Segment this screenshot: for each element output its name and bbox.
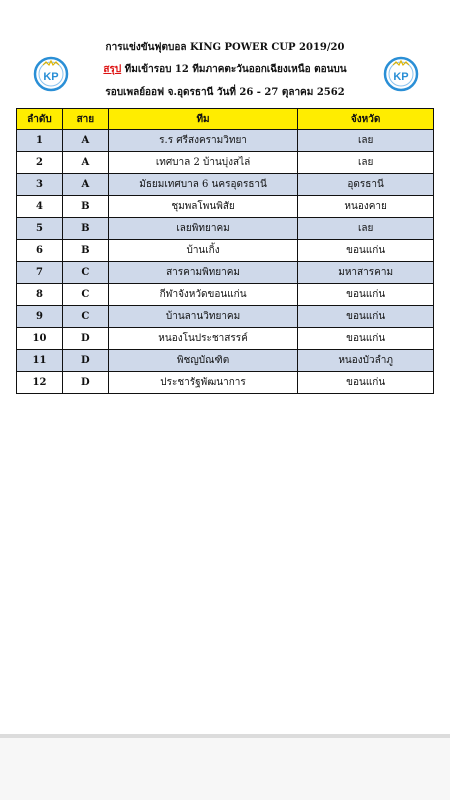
cell-group: D xyxy=(62,372,108,394)
cell-rank: 3 xyxy=(17,174,63,196)
cell-team: เลยพิทยาคม xyxy=(108,218,297,240)
cell-rank: 12 xyxy=(17,372,63,394)
cell-rank: 11 xyxy=(17,350,63,372)
column-header-rank: ลำดับ xyxy=(17,109,63,130)
cell-province: ขอนแก่น xyxy=(298,306,434,328)
table-row xyxy=(17,350,434,372)
cell-rank: 5 xyxy=(17,218,63,240)
cell-team: ชุมพลโพนพิสัย xyxy=(108,196,297,218)
cell-rank: 2 xyxy=(17,152,63,174)
cell-rank: 9 xyxy=(17,306,63,328)
summary-label: สรุป xyxy=(103,64,122,75)
cell-rank: 1 xyxy=(17,130,63,152)
table-row xyxy=(17,372,434,394)
cell-province: หนองคาย xyxy=(298,196,434,218)
cell-province: ขอนแก่น xyxy=(298,240,434,262)
cell-team: สารคามพิทยาคม xyxy=(108,262,297,284)
qualified-teams-table xyxy=(16,108,434,394)
column-header-team: ทีม xyxy=(108,109,297,130)
table-row xyxy=(17,196,434,218)
cell-group: A xyxy=(62,130,108,152)
cell-rank: 6 xyxy=(17,240,63,262)
cell-group: B xyxy=(62,218,108,240)
column-header-group: สาย xyxy=(62,109,108,130)
cell-province: มหาสารคาม xyxy=(298,262,434,284)
svg-text:KP: KP xyxy=(43,71,59,83)
cell-team: เทศบาล 2 บ้านบุ่งสไล่ xyxy=(108,152,297,174)
cell-province: ขอนแก่น xyxy=(298,372,434,394)
table-row xyxy=(17,240,434,262)
cell-province: เลย xyxy=(298,130,434,152)
cell-group: D xyxy=(62,350,108,372)
cell-team: ร.ร ศรีสงครามวิทยา xyxy=(108,130,297,152)
cell-province: เลย xyxy=(298,218,434,240)
cell-group: D xyxy=(62,328,108,350)
cell-province: อุดรธานี xyxy=(298,174,434,196)
cell-province: ขอนแก่น xyxy=(298,328,434,350)
table-row xyxy=(17,174,434,196)
cell-team: บ้านลานวิทยาคม xyxy=(108,306,297,328)
table-row xyxy=(17,130,434,152)
table-row xyxy=(17,218,434,240)
tournament-title: การแข่งขันฟุตบอล KING POWER CUP 2019/20 xyxy=(105,42,345,53)
cell-province: เลย xyxy=(298,152,434,174)
cell-team: ประชารัฐพัฒนาการ xyxy=(108,372,297,394)
table-header-row xyxy=(17,109,434,130)
table-row xyxy=(17,262,434,284)
column-header-province: จังหวัด xyxy=(298,109,434,130)
table-row xyxy=(17,152,434,174)
cell-group: B xyxy=(62,240,108,262)
cell-group: C xyxy=(62,262,108,284)
cell-team: บ้านเกิ้ง xyxy=(108,240,297,262)
cell-province: ขอนแก่น xyxy=(298,284,434,306)
cell-group: C xyxy=(62,306,108,328)
table-row xyxy=(17,306,434,328)
viewer-bottom-area xyxy=(0,738,450,800)
cell-group: B xyxy=(62,196,108,218)
playoff-date-line: รอบเพลย์ออฟ จ.อุดรธานี วันที่ 26 - 27 ตุลาคม 2562 xyxy=(105,87,345,98)
summary-subtitle xyxy=(0,62,450,77)
cell-province: หนองบัวลำภู xyxy=(298,350,434,372)
cell-team: มัธยมเทศบาล 6 นครอุดรธานี xyxy=(108,174,297,196)
svg-text:KP: KP xyxy=(393,71,409,83)
cell-rank: 7 xyxy=(17,262,63,284)
cell-group: A xyxy=(62,174,108,196)
cell-team: หนองโนประชาสรรค์ xyxy=(108,328,297,350)
cell-team: กีฬาจังหวัดขอนแก่น xyxy=(108,284,297,306)
cell-rank: 10 xyxy=(17,328,63,350)
cell-group: A xyxy=(62,152,108,174)
cell-rank: 4 xyxy=(17,196,63,218)
cell-rank: 8 xyxy=(17,284,63,306)
summary-text: ทีมเข้ารอบ 12 ทีมภาคตะวันออกเฉียงเหนือ ตอนบน xyxy=(121,64,347,75)
cell-group: C xyxy=(62,284,108,306)
document-header xyxy=(0,0,450,110)
table-row xyxy=(17,328,434,350)
cell-team: พิชญบัณฑิต xyxy=(108,350,297,372)
table-row xyxy=(17,284,434,306)
